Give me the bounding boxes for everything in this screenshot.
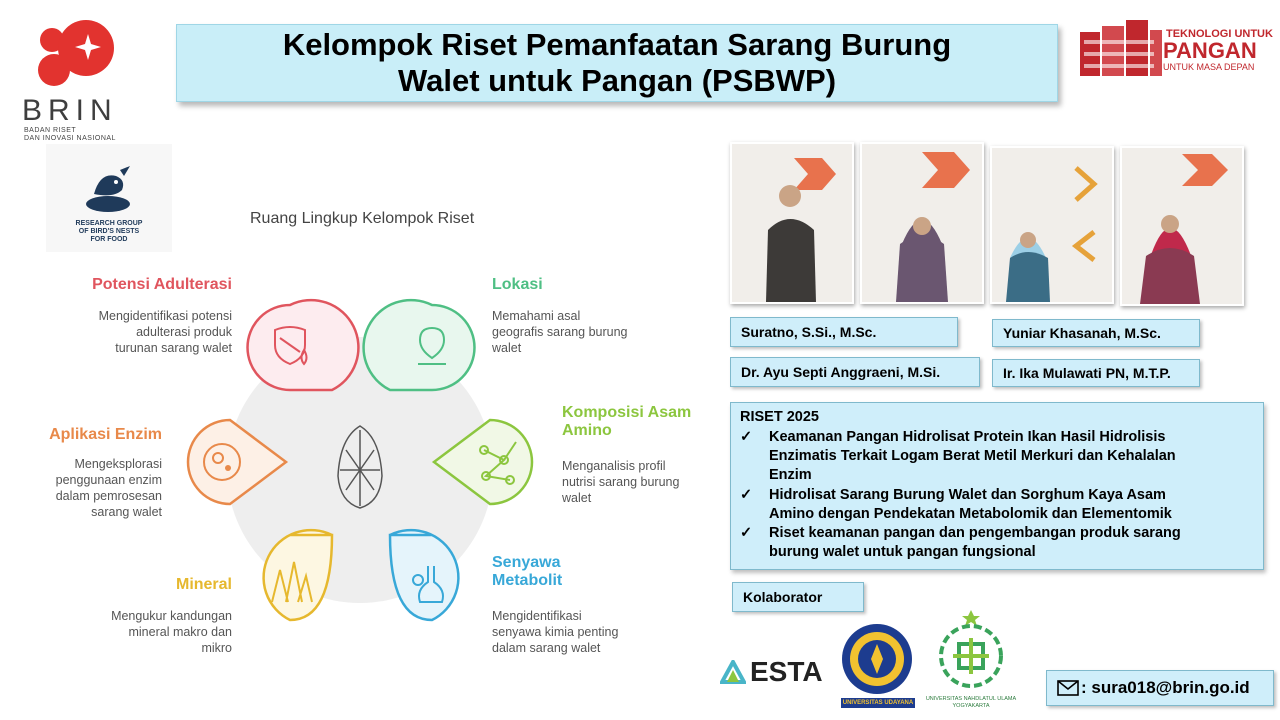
petal-lokasi <box>364 300 475 390</box>
udayana-seal-icon <box>840 622 914 696</box>
person-photo-icon <box>1122 148 1242 304</box>
team-photo-2 <box>860 142 984 304</box>
email-contact[interactable] <box>1046 670 1274 706</box>
page-title <box>176 24 1058 102</box>
person-photo-icon <box>862 144 982 302</box>
mail-icon <box>1057 680 1079 696</box>
person-photo-icon <box>732 144 852 302</box>
riset-heading: RISET 2025 <box>740 409 819 425</box>
team-name-4: Ir. Ika Mulawati PN, M.T.P. <box>992 359 1200 387</box>
esta-wordmark: ESTA <box>750 656 823 687</box>
research-group-text: RESEARCH GROUP OF BIRD'S NESTS FOR FOOD <box>75 220 143 243</box>
scope-mineral-desc: Mengukur kandungan mineral makro dan mikro <box>111 609 232 655</box>
person-photo-icon <box>992 148 1112 302</box>
riset-item: ✓ Riset keamanan pangan dan pengembangan produk sarang burung walet untuk pangan fungsional <box>740 525 1181 560</box>
brin-wordmark: BRIN <box>22 94 118 127</box>
checkmark-icon: ✓ <box>740 429 753 445</box>
bird-nest-icon <box>82 164 134 216</box>
scope-asam-amino-title: Komposisi Asam Amino <box>562 404 692 439</box>
scope-metabolit-desc: Mengidentifikasi senyawa kimia penting dalam sarang walet <box>492 609 619 655</box>
checkmark-icon: ✓ <box>740 525 753 541</box>
scope-lokasi-desc: Memahami asal geografis sarang burung walet <box>492 309 628 355</box>
brin-subtitle: BADAN RISET DAN INOVASI NASIONAL <box>24 127 116 142</box>
tekpang-line-3: UNTUK MASA DEPAN <box>1163 62 1255 72</box>
scope-enzim-title: Aplikasi Enzim <box>49 426 162 443</box>
team-name-1: Suratno, S.Si., M.Sc. <box>730 317 958 347</box>
kolaborator-label: Kolaborator <box>732 582 864 612</box>
team-name-3: Dr. Ayu Septi Anggraeni, M.Si. <box>730 357 980 387</box>
scope-asam-amino-desc: Menganalisis profil nutrisi sarang burung walet <box>562 459 680 505</box>
brin-logo-icon <box>30 14 114 92</box>
scope-title: Ruang Lingkup Kelompok Riset <box>250 210 475 227</box>
team-photo-4 <box>1120 146 1244 306</box>
team-name-2: Yuniar Khasanah, M.Sc. <box>992 319 1200 347</box>
scope-enzim-desc: Mengeksplorasi penggunaan enzim dalam pemrosesan sarang walet <box>55 457 162 519</box>
scope-metabolit-title: Senyawa Metabolit <box>492 554 563 589</box>
team-photo-1 <box>730 142 854 304</box>
esta-logo-icon <box>720 660 746 686</box>
unu-logo-icon <box>930 608 1012 692</box>
udayana-label: UNIVERSITAS UDAYANA <box>842 700 914 706</box>
scope-potensi-desc: Mengidentifikasi potensi adulterasi produk turunan sarang walet <box>98 309 232 355</box>
unu-label: UNIVERSITAS NAHDLATUL ULAMA YOGYAKARTA <box>925 696 1017 709</box>
tekpang-logo-icon <box>1080 18 1164 84</box>
tekpang-line-1: TEKNOLOGI UNTUK <box>1166 28 1273 40</box>
email-text[interactable]: : sura018@brin.go.id <box>1081 678 1250 697</box>
title-line-1: Kelompok Riset Pemanfaatan Sarang Burung <box>282 27 952 62</box>
riset-item: ✓ Hidrolisat Sarang Burung Walet dan Sorghum Kaya Asam Amino dengan Pendekatan Metabolomik dan Elementomik <box>740 487 1172 522</box>
scope-lokasi-title: Lokasi <box>492 276 543 293</box>
title-line-2: Walet untuk Pangan (PSBWP) <box>397 63 837 98</box>
scope-mineral-title: Mineral <box>175 576 232 593</box>
riset-item: ✓ Keamanan Pangan Hidrolisat Protein Ikan Hasil Hidrolisis Enzimatis Terkait Logam Berat Metil Merkuri dan Kehalalan Enzim <box>740 429 1176 483</box>
team-photo-3 <box>990 146 1114 304</box>
tekpang-line-2: PANGAN <box>1163 38 1257 63</box>
petal-potensi-adulterasi <box>248 300 359 390</box>
scope-potensi-title: Potensi Adulterasi <box>92 276 232 293</box>
checkmark-icon: ✓ <box>740 487 753 503</box>
riset-2025-box <box>730 402 1264 570</box>
